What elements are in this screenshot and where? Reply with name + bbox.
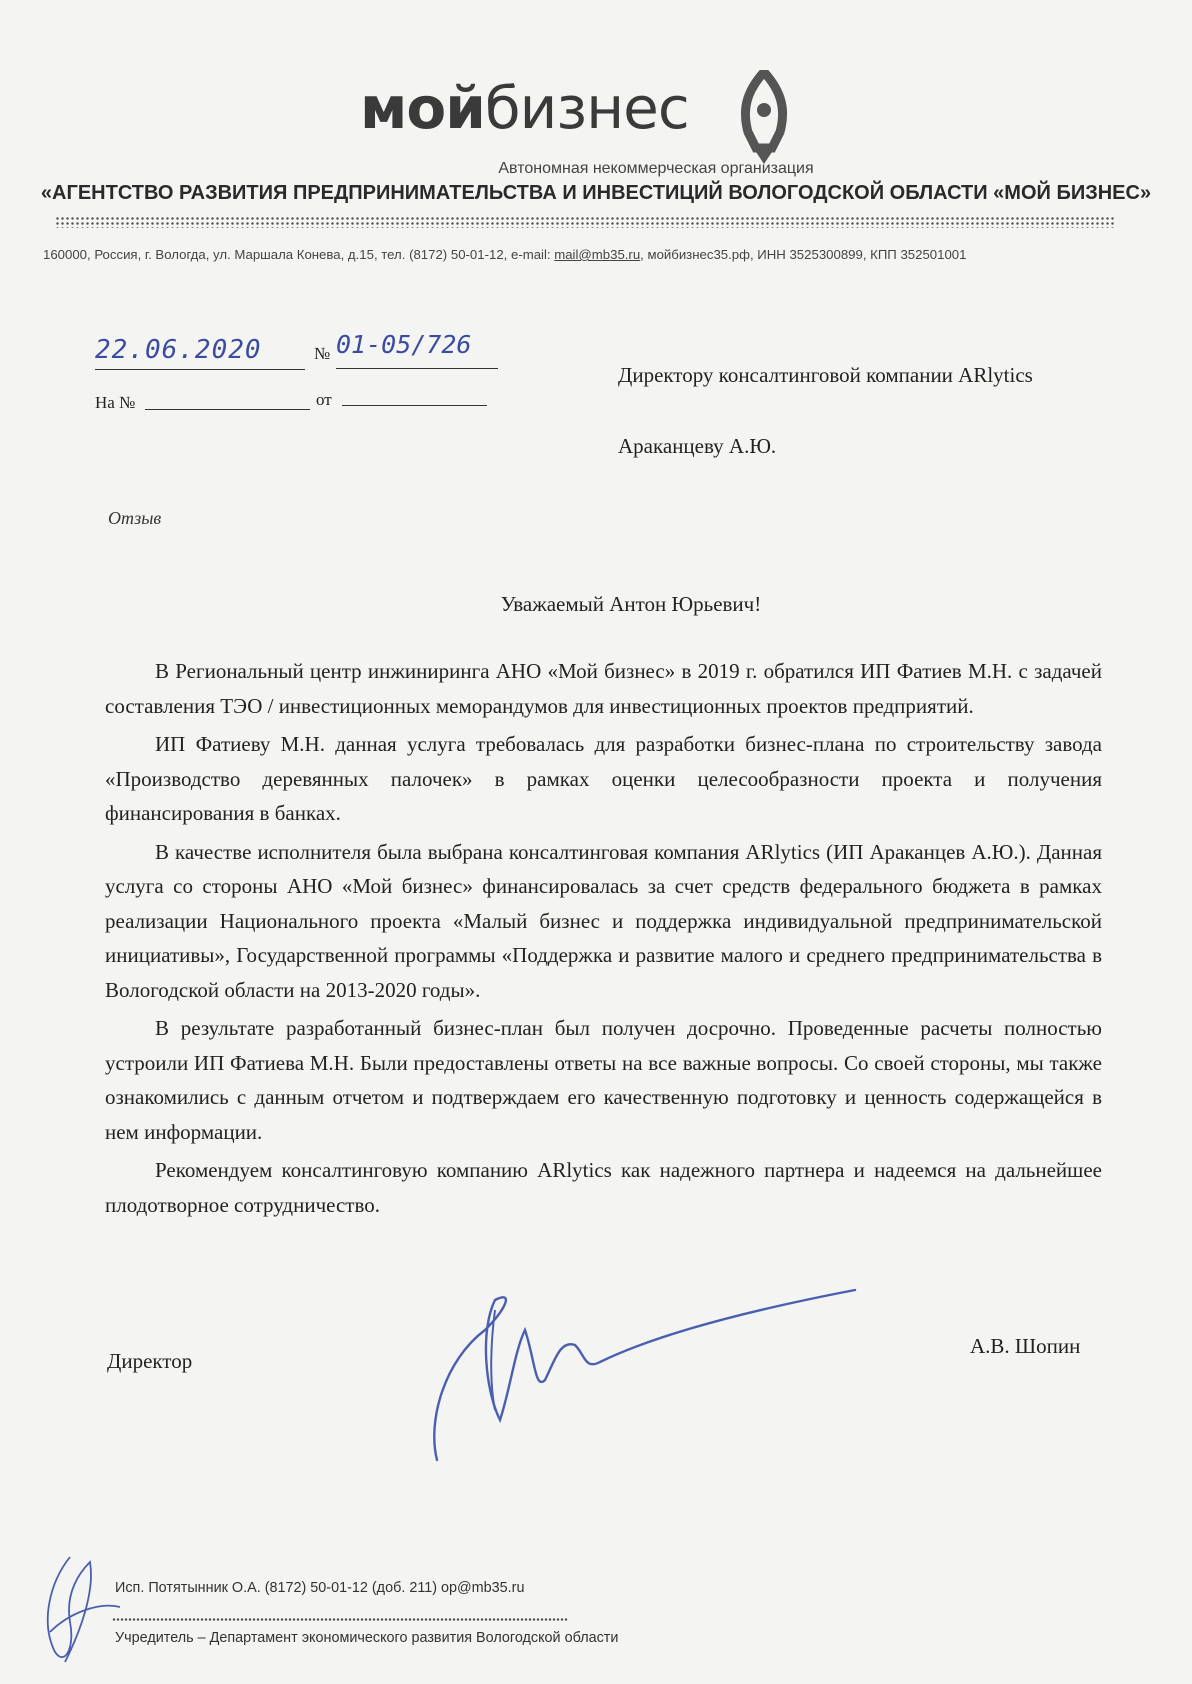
paragraph: В Региональный центр инжиниринга АНО «Мой бизнес» в 2019 г. обратился ИП Фатиев М.Н. с задачей составления ТЭО / инвестиционных меморандумов для инвестиционных проектов предприятий. xyxy=(105,659,1102,718)
org-name: «АГЕНТСТВО РАЗВИТИЯ ПРЕДПРИНИМАТЕЛЬСТВА И ИНВЕСТИЦИЙ ВОЛОГОДСКОЙ ОБЛАСТИ «МОЙ БИЗНЕС» xyxy=(40,182,1152,204)
reference-number-line xyxy=(145,409,310,410)
paragraph: Рекомендуем консалтинговую компанию ARlytics как надежного партнера и надеемся на дальнейшее плодотворное сотрудничество. xyxy=(105,1158,1102,1217)
founder-line: Учредитель – Департамент экономического развития Вологодской области xyxy=(115,1630,619,1646)
executor-contact: Исп. Потятынник О.А. (8172) 50-01-12 (доб. 211) op@mb35.ru xyxy=(115,1580,525,1596)
document-type: Отзыв xyxy=(108,508,162,528)
greeting: Уважаемый Антон Юрьевич! xyxy=(500,592,762,616)
addressee xyxy=(618,340,1033,482)
signatory-title: Директор xyxy=(107,1349,193,1373)
logo-regular: бизнес xyxy=(484,74,689,142)
signatory-name: А.В. Шопин xyxy=(970,1334,1081,1358)
contacts-details: , мойбизнес35.рф, ИНН 3525300899, КПП 352501001 xyxy=(640,247,967,262)
footer-divider xyxy=(112,1617,568,1622)
addressee-position: Директору консалтинговой компании ARlytics xyxy=(618,363,1033,387)
logo xyxy=(360,68,800,148)
registration-date: 22.06.2020 xyxy=(95,335,305,370)
letter-body xyxy=(105,654,1102,1226)
contacts-email-link[interactable]: mail@mb35.ru xyxy=(554,247,641,262)
registration-number: 01-05/726 xyxy=(336,330,498,369)
paragraph: ИП Фатиеву М.Н. данная услуга требовалась для разработки бизнес-плана по строительству завода «Производство деревянных палочек» в рамках оценки целесообразности проекта и получения финансирования в банках. xyxy=(105,732,1102,825)
contacts-address: 160000, Россия, г. Вологда, ул. Маршала Конева, д.15, тел. (8172) 50-01-12, e-mail: xyxy=(43,247,555,262)
executor-signature xyxy=(30,1552,125,1667)
reference-number-label: На № xyxy=(95,393,136,412)
contacts-line xyxy=(43,247,1153,262)
paragraph: В качестве исполнителя была выбрана консалтинговая компания ARlytics (ИП Араканцев А.Ю.). Данная услуга со стороны АНО «Мой бизнес» финансировалась за счет средств федерального бюджета в рамках реализации Национального проекта «Малый бизнес и поддержка индивидуальной предпринимательской инициативы», Государственной программы «Поддержка и развитие малого и среднего предпринимательства в Вологодской области на 2013-2020 годы». xyxy=(105,839,1102,1002)
org-type: Автономная некоммерческая организация xyxy=(498,160,814,177)
handwritten-signature xyxy=(425,1270,865,1470)
reference-date-label: от xyxy=(316,390,332,409)
paragraph: В результате разработанный бизнес-план был получен досрочно. Проведенные расчеты полностью устроили ИП Фатиева М.Н. Были предоставлены ответы на все важные вопросы. Со своей стороны, мы также ознакомились с данным отчетом и подтверждаем его качественную подготовку и ценность содержащейся в нем информации. xyxy=(105,1016,1102,1144)
addressee-name: Араканцеву А.Ю. xyxy=(618,434,777,458)
header-divider xyxy=(55,216,1115,228)
logo-wordmark xyxy=(360,68,689,148)
rocket-icon xyxy=(738,70,790,166)
reference-date-line xyxy=(342,405,487,406)
registration-number-label: № xyxy=(314,344,331,363)
logo-bold: мой xyxy=(360,74,485,142)
